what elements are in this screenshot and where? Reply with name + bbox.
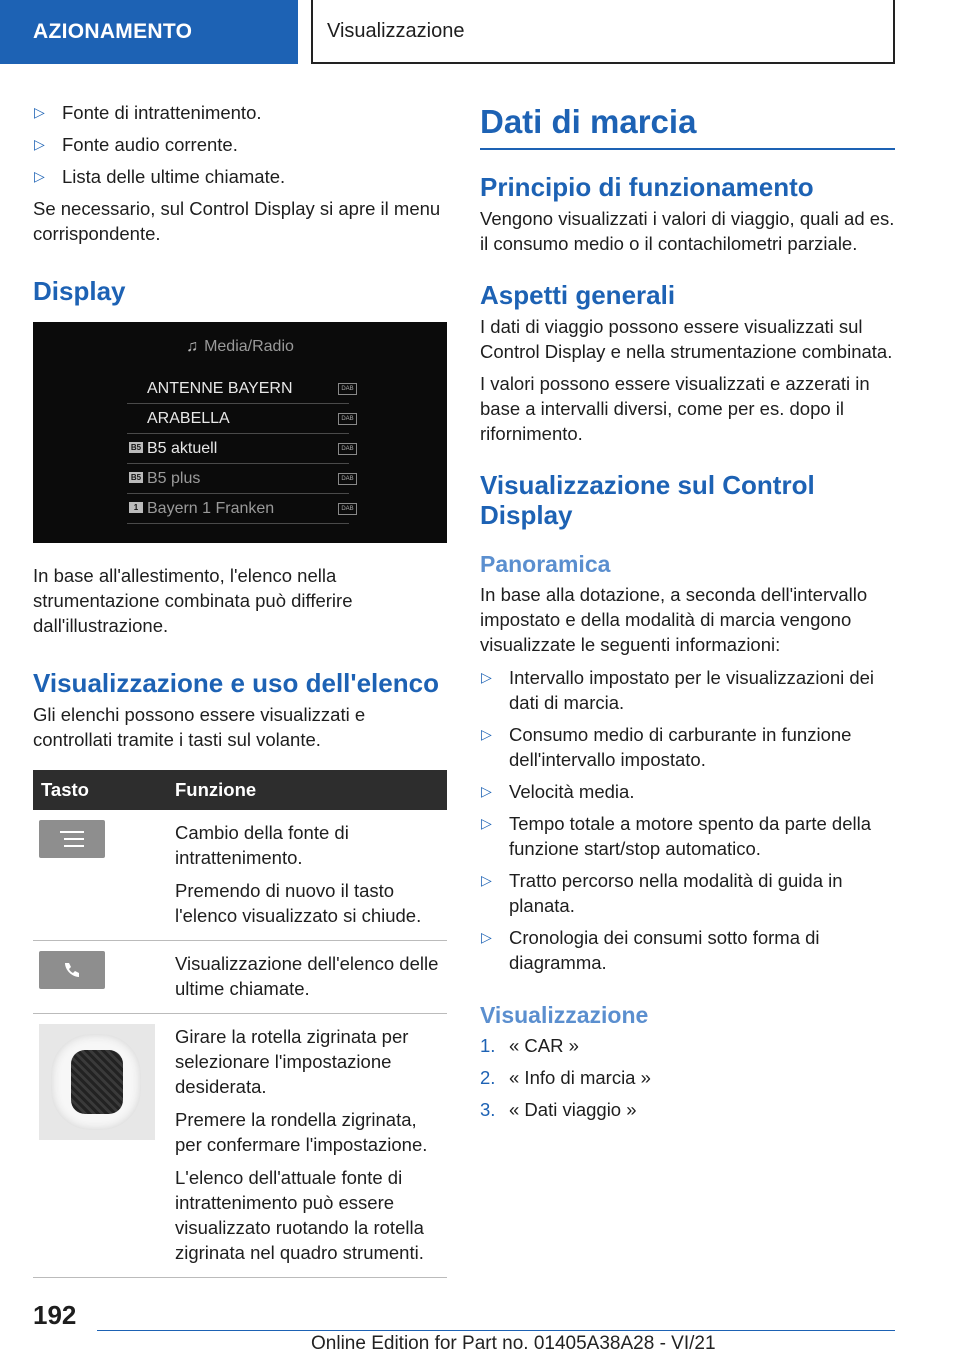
right-column xyxy=(480,100,895,1129)
table-row: Visualizzazione dell'elenco delle ultime chiamate. xyxy=(33,941,447,1014)
column-header-key: Tasto xyxy=(33,770,175,810)
dab-badge: DAB xyxy=(338,413,357,425)
list-item: ▷ Consumo medio di carburante in funzione dell'intervallo impostato. xyxy=(481,724,852,770)
station-logo-icon: B5 xyxy=(130,473,142,482)
station-logo-icon: B5 xyxy=(130,443,142,452)
triangle-bullet-icon: ▷ xyxy=(34,168,45,184)
list-item: ▷ Tempo totale a motore spento da parte della funzione start/stop automatico. xyxy=(481,813,872,859)
general-text-2: I valori possono essere visualizzati e azzerati in base a intervalli diversi, come per es. dopo il rifornimento. xyxy=(480,373,870,444)
list-heading: Visualizzazione e uso dell'elenco xyxy=(33,668,439,698)
principle-text: Vengono visualizzati i valori di viaggio, quali ad es. il consumo medio o il contachilometri parziale. xyxy=(480,208,895,254)
station-row: B5 B5 aktuell DAB xyxy=(127,434,349,464)
overview-heading: Panoramica xyxy=(480,551,611,577)
intro-text: Se necessario, sul Control Display si apre il menu corrispondente. xyxy=(33,198,441,244)
page-number: 192 xyxy=(33,1300,77,1330)
triangle-bullet-icon: ▷ xyxy=(481,783,492,799)
list-item: ▷ Fonte di intrattenimento. xyxy=(34,102,262,123)
table-row: Cambio della fonte di intrattenimento. Premendo di nuovo il tasto l'elenco visualizzato si chiude. xyxy=(33,810,447,941)
station-row: ARABELLA DAB xyxy=(127,404,349,434)
phone-button-icon xyxy=(39,951,105,989)
table-row: Girare la rotella zigrinata per selezionare l'impostazione desiderata. Premere la rondella zigrinata, per confermare l'impostazione. L'elenco dell'attuale fonte di intrattenimento può essere visualizzato ruotando la rotella zigrinata nel quadro strumenti. xyxy=(33,1014,447,1278)
footer-divider xyxy=(97,1330,895,1331)
steps-list xyxy=(480,1033,895,1122)
station-list xyxy=(127,374,354,524)
triangle-bullet-icon: ▷ xyxy=(481,815,492,831)
triangle-bullet-icon: ▷ xyxy=(34,104,45,120)
thumbwheel-icon xyxy=(39,1024,155,1140)
keys-table xyxy=(33,770,447,1278)
overview-text: In base alla dotazione, a seconda dell'intervallo impostato e della modalità di marcia vengono visualizzate le seguenti informazioni: xyxy=(480,584,868,655)
station-row: 1 Bayern 1 Franken DAB xyxy=(127,494,349,524)
media-radio-icon: ♫ xyxy=(186,338,199,355)
list-item: ▷ Cronologia dei consumi sotto forma di diagramma. xyxy=(481,927,820,973)
triangle-bullet-icon: ▷ xyxy=(34,136,45,152)
list-item: ▷ Fonte audio corrente. xyxy=(34,134,238,155)
intro-bullets xyxy=(33,100,447,189)
table-header-row xyxy=(33,770,447,810)
list-item: 1. « CAR » xyxy=(480,1035,579,1056)
left-column xyxy=(33,100,447,1278)
dab-badge: DAB xyxy=(338,383,357,395)
list-item: 2. « Info di marcia » xyxy=(480,1067,651,1088)
principle-heading: Principio di funzionamento xyxy=(480,172,814,202)
dab-badge: DAB xyxy=(338,443,357,455)
station-row: ANTENNE BAYERN DAB xyxy=(127,374,349,404)
dab-badge: DAB xyxy=(338,473,357,485)
triangle-bullet-icon: ▷ xyxy=(481,872,492,888)
page-title: Dati di marcia xyxy=(480,102,895,150)
column-header-function: Funzione xyxy=(175,770,447,810)
station-row: B5 B5 plus DAB xyxy=(127,464,349,494)
dab-badge: DAB xyxy=(338,503,357,515)
overview-bullets xyxy=(480,665,895,975)
screen-title: ♫ Media/Radio xyxy=(186,338,294,355)
media-radio-screen-image xyxy=(33,322,447,543)
list-item: ▷ Velocità media. xyxy=(481,781,635,802)
list-item: ▷ Tratto percorso nella modalità di guida in planata. xyxy=(481,870,843,916)
general-text-1: I dati di viaggio possono essere visualizzati sul Control Display e nella strumentazione combinata. xyxy=(480,316,893,362)
triangle-bullet-icon: ▷ xyxy=(481,669,492,685)
station-logo-icon: 1 xyxy=(129,502,143,513)
triangle-bullet-icon: ▷ xyxy=(481,726,492,742)
list-button-icon xyxy=(39,820,105,858)
triangle-bullet-icon: ▷ xyxy=(481,929,492,945)
chapter-tab: AZIONAMENTO xyxy=(0,0,298,64)
general-heading: Aspetti generali xyxy=(480,280,676,310)
control-display-heading: Visualizzazione sul Control Display xyxy=(480,470,815,530)
edition-note: Online Edition for Part no. 01405A38A28 - VI/21 xyxy=(311,1333,716,1354)
list-item: 3. « Dati viaggio » xyxy=(480,1099,637,1120)
section-title: Visualizzazione xyxy=(311,0,895,64)
list-intro: Gli elenchi possono essere visualizzati e controllati tramite i tasti sul volante. xyxy=(33,704,366,750)
visualization-heading: Visualizzazione xyxy=(480,1002,649,1028)
list-item: ▷ Intervallo impostato per le visualizzazioni dei dati di marcia. xyxy=(481,667,875,713)
list-item: ▷ Lista delle ultime chiamate. xyxy=(34,166,286,187)
display-caption: In base all'allestimento, l'elenco nella strumentazione combinata può differire dall'illustrazione. xyxy=(33,565,353,636)
display-heading: Display xyxy=(33,276,126,306)
